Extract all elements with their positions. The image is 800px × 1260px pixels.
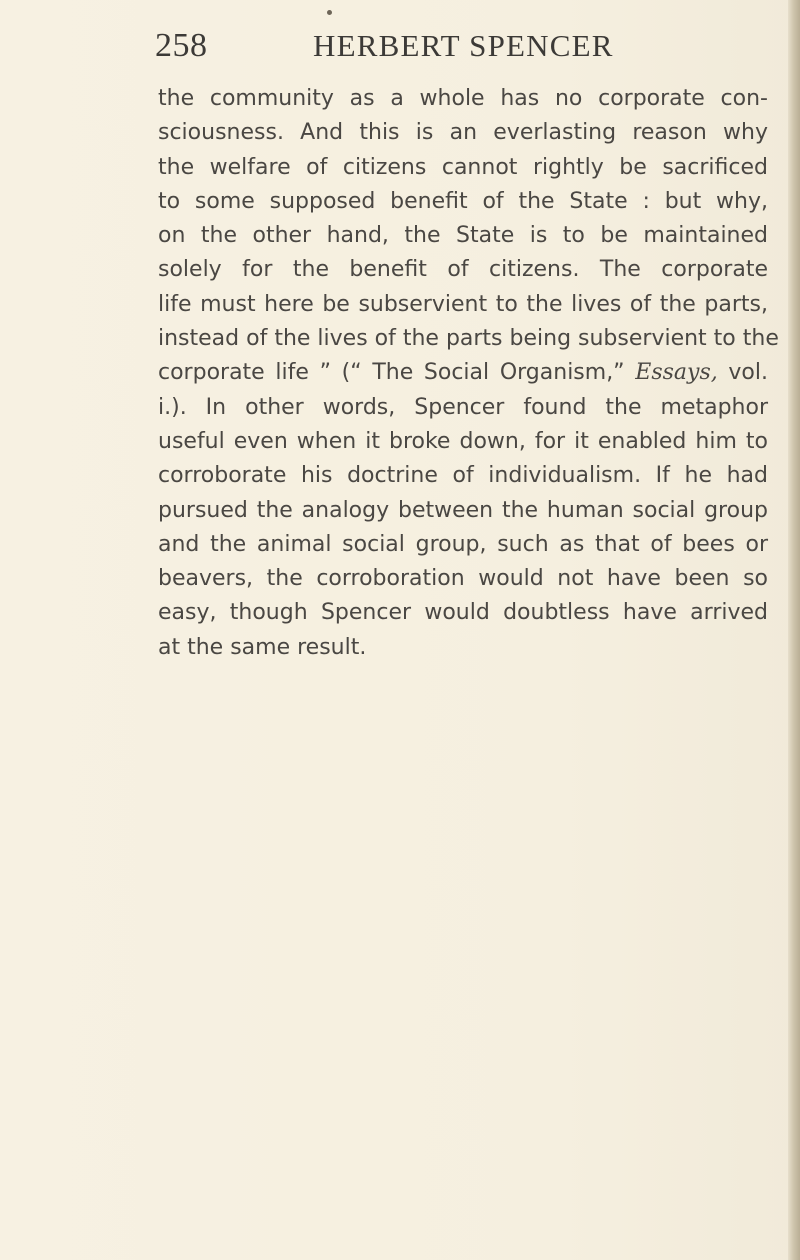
text-line-16: easy, though Spencer would doubtless have arrived (158, 600, 768, 626)
page-number: 258 (155, 27, 208, 64)
print-dot (327, 10, 332, 15)
essays-title: Essays, (635, 360, 718, 386)
text-line-8: instead of the lives of the parts being subservient to the (158, 326, 779, 352)
text-line-9-end: vol. (717, 360, 768, 386)
text-line-10: i.). In other words, Spencer found the metaphor (158, 394, 768, 420)
text-line-11: useful even when it broke down, for it enabled him to (158, 428, 768, 454)
text-line-5: on the other hand, the State is to be maintained (158, 223, 768, 249)
running-head (155, 26, 625, 70)
text-line-4: to some supposed benefit of the State : but why, (158, 188, 768, 214)
text-line-15: beavers, the corroboration would not have been so (158, 566, 768, 592)
text-line-12: corroborate his doctrine of individualism. If he had (158, 463, 768, 489)
text-line-2: sciousness. And this is an everlasting reason why (158, 120, 768, 146)
text-line-6: solely for the benefit of citizens. The corporate (158, 257, 768, 283)
text-line-1: the community as a whole has no corporate con- (158, 86, 768, 111)
text-line-14: and the animal social group, such as that of bees or (158, 531, 768, 557)
text-line-9 (158, 356, 768, 390)
page-edge (788, 0, 800, 1260)
text-line-3: the welfare of citizens cannot rightly be sacrificed (158, 154, 768, 180)
text-line-13: pursued the analogy between the human social group (158, 497, 768, 523)
header-title: HERBERT SPENCER (313, 28, 614, 63)
text-line-7: life must here be subservient to the lives of the parts, (158, 291, 768, 317)
body-text (158, 82, 779, 665)
text-line-9-start: corporate life ” (“ The Social Organism,” (158, 360, 636, 386)
text-line-17: at the same result. (158, 634, 367, 660)
